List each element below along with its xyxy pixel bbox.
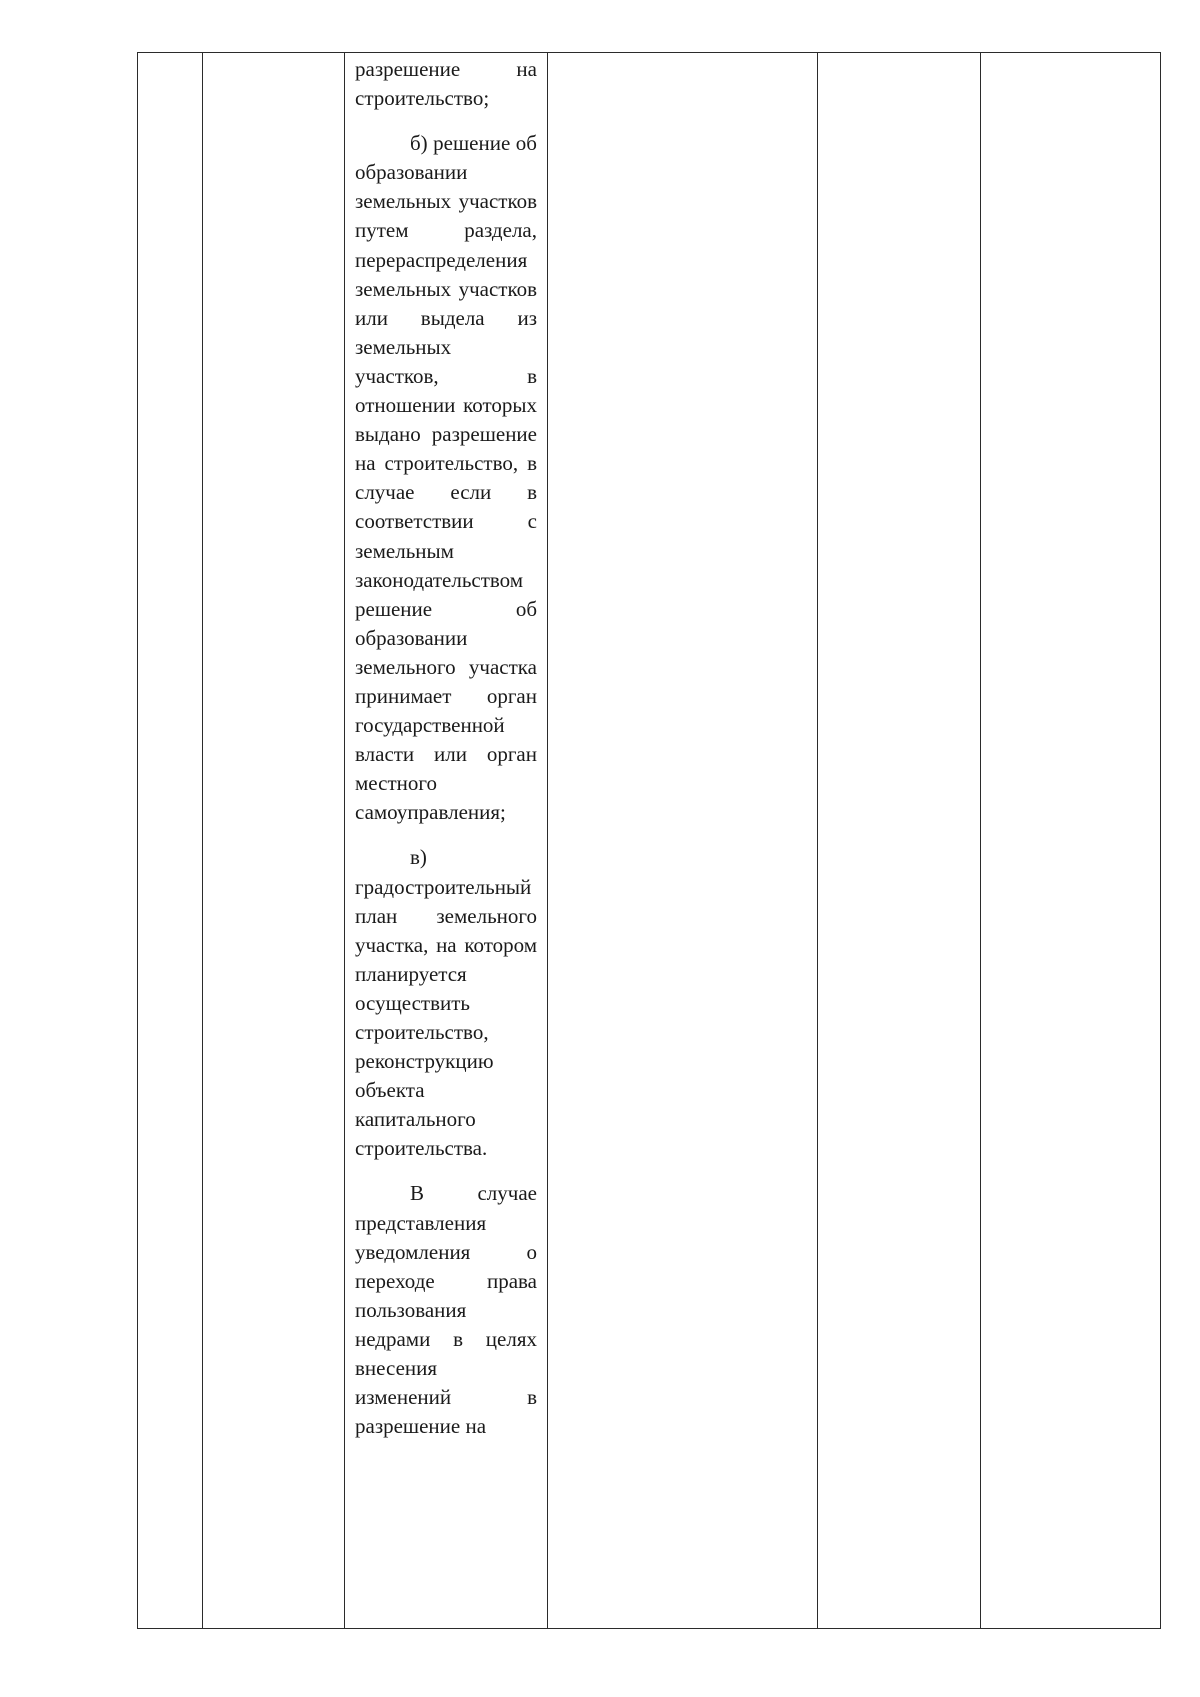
table-cell-col5 <box>818 53 981 1629</box>
table-cell-col3 <box>345 53 548 1629</box>
table-row <box>138 53 1161 1629</box>
paragraph-4: В случае представления уведомления о переходе права пользования недрами в целях внесения изменений в разрешение на <box>355 1181 537 1439</box>
table-cell-col2 <box>203 53 345 1629</box>
paragraph-1: разрешение на строительство; <box>355 57 537 111</box>
document-table <box>137 52 1161 1629</box>
paragraph-2: б) решение об образовании земельных участков путем раздела, перераспределения земельных участков или выдела из земельных участков, в отношении которых выдано разрешение на строительство, в случае если в соответствии с земельным законодательством решение об образовании земельного участка принимает орган государственной власти или орган местного самоуправления; <box>355 131 537 825</box>
paragraph-3: в) градостроительный план земельного участка, на котором планируется осуществить строительство, реконструкцию объекта капитального строительства. <box>355 845 537 1161</box>
table-cell-col1 <box>138 53 203 1629</box>
table-cell-col4 <box>548 53 818 1629</box>
cell-text-block <box>345 53 547 1441</box>
table-cell-col6 <box>981 53 1161 1629</box>
